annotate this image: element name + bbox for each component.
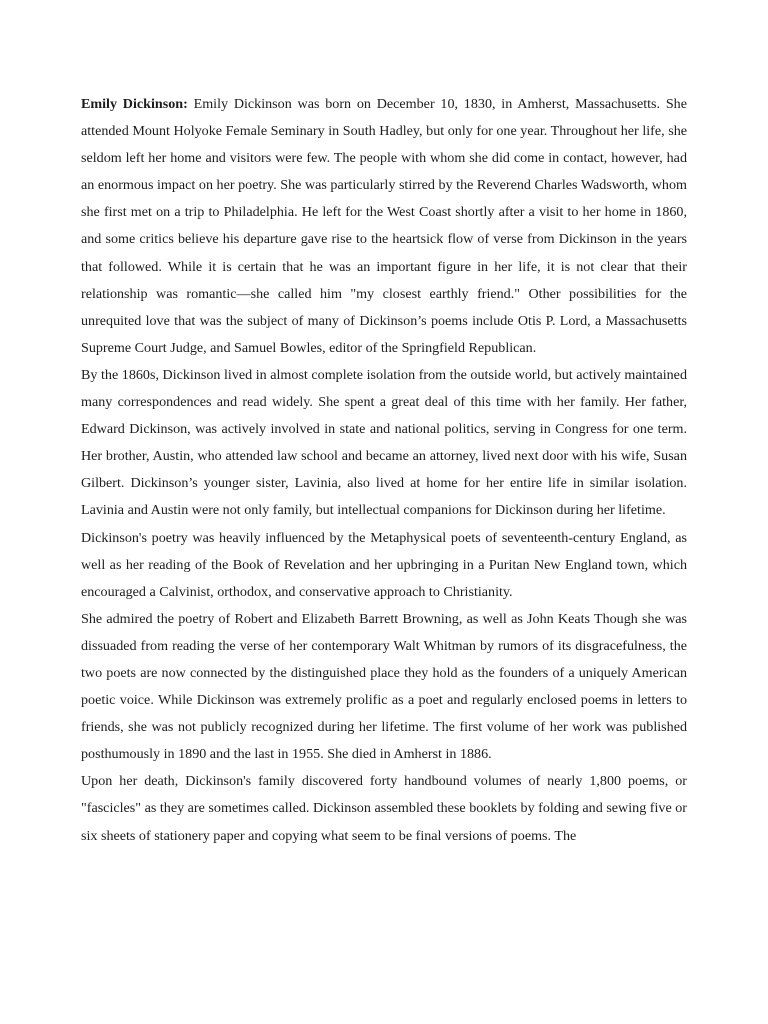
intro-paragraph [81,91,687,362]
section-heading: Emily Dickinson: [81,96,188,112]
paragraph-browning: She admired the poetry of Robert and Elizabeth Barrett Browning, as well as John Keats Though she was dissuaded from reading the verse of her contemporary Walt Whitman by rumors of its disgracefulness, the two poets are now connected by the distinguished place they hold as the founders of a uniquely American poetic voice. While Dickinson was extremely prolific as a poet and regularly enclosed poems in letters to friends, she was not publicly recognized during her lifetime. The first volume of her work was published posthumously in 1890 and the last in 1955. She died in Amherst in 1886. [81,610,687,763]
intro-text: Emily Dickinson was born on December 10, 1830, in Amherst, Massachusetts. She attended Mount Holyoke Female Seminary in South Hadley, but only for one year. Throughout her life, she seldom left her home and visitors were few. The people with whom she did come in contact, however, had an enormous impact on her poetry. She was particularly stirred by the Reverend Charles Wadsworth, whom she first met on a trip to Philadelphia. He left for the West Coast shortly after a visit to her home in 1860, and some critics believe his departure gave rise to the heartsick flow of verse from Dickinson in the years that followed. While it is certain that he was an important figure in her life, it is not clear that their relationship was romantic—she called him "my closest earthly friend." Other possibilities for the unrequited love that was the subject of many of Dickinson’s poems include Otis P. Lord, a Massachusetts Supreme Court Judge, and Samuel Bowles, editor of the Springfield Republican. [81,96,687,356]
paragraph-fascicles: Upon her death, Dickinson's family discovered forty handbound volumes of nearly 1,800 poems, or "fascicles" as they are sometimes called. Dickinson assembled these booklets by folding and sewing five or six sheets of stationery paper and copying what seem to be final versions of poems. The [81,773,687,844]
document-body [81,91,687,850]
paragraph-isolation: By the 1860s, Dickinson lived in almost complete isolation from the outside world, but actively maintained many correspondences and read widely. She spent a great deal of this time with her family. Her father, Edward Dickinson, was actively involved in state and national politics, serving in Congress for one term. Her brother, Austin, who attended law school and became an attorney, lived next door with his wife, Susan Gilbert. Dickinson’s younger sister, Lavinia, also lived at home for her entire life in similar isolation. Lavinia and Austin were not only family, but intellectual companions for Dickinson during her lifetime. [81,366,687,519]
paragraph-influences: Dickinson's poetry was heavily influenced by the Metaphysical poets of seventeenth-century England, as well as her reading of the Book of Revelation and her upbringing in a Puritan New England town, which encouraged a Calvinist, orthodox, and conservative approach to Christianity. [81,529,687,600]
